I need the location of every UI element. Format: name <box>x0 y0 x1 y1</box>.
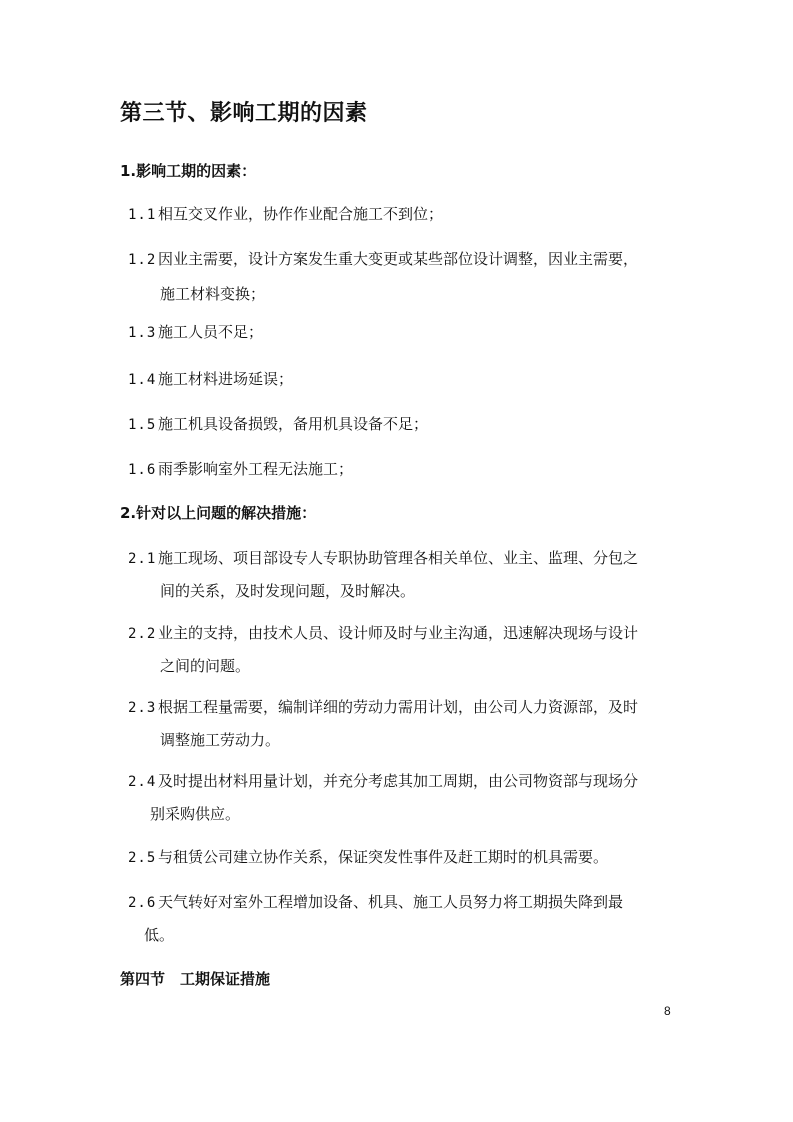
list-item <box>128 200 673 229</box>
part2-heading: 2.针对以上问题的解决措施： <box>120 504 317 522</box>
list-item <box>128 410 673 439</box>
item-text-continuation: 调整施工劳动力。 <box>160 731 281 749</box>
list-item <box>128 365 673 394</box>
item-number: 2.5 <box>128 850 157 866</box>
list-item <box>128 544 673 605</box>
list-item <box>128 619 673 680</box>
item-text-continuation: 施工材料变换； <box>160 285 266 303</box>
part1-heading: 1.影响工期的因素： <box>120 162 257 180</box>
item-text: 根据工程量需要，编制详细的劳动力需用计划，由公司人力资源部，及时 <box>158 698 639 716</box>
section-title: 第三节、影响工期的因素 <box>120 101 368 126</box>
list-item <box>128 245 673 308</box>
list-item <box>128 888 673 949</box>
item-text-continuation: 间的关系，及时发现问题，及时解决。 <box>160 582 416 600</box>
item-number: 1.1 <box>128 207 157 223</box>
item-number: 1.2 <box>128 252 157 268</box>
item-text: 业主的支持，由技术人员、设计师及时与业主沟通，迅速解决现场与设计 <box>158 624 639 642</box>
list-item <box>128 455 673 484</box>
list-item <box>128 843 673 872</box>
item-text: 天气转好对室外工程增加设备、机具、施工人员努力将工期损失降到最 <box>158 893 624 911</box>
item-text: 施工材料进场延误； <box>158 370 294 388</box>
item-text-continuation: 低。 <box>144 926 175 944</box>
item-number: 1.5 <box>128 417 157 433</box>
item-text: 与租赁公司建立协作关系，保证突发性事件及赶工期时的机具需要。 <box>158 848 609 866</box>
item-number: 2.2 <box>128 626 157 642</box>
item-number: 2.1 <box>128 551 157 567</box>
item-text: 施工人员不足； <box>158 323 264 341</box>
item-number: 2.6 <box>128 895 157 911</box>
list-item <box>128 693 673 754</box>
item-text: 雨季影响室外工程无法施工； <box>158 460 354 478</box>
item-number: 1.4 <box>128 372 157 388</box>
item-text: 因业主需要，设计方案发生重大变更或某些部位设计调整，因业主需要， <box>158 250 639 268</box>
list-item <box>128 767 673 828</box>
item-text-continuation: 别采购供应。 <box>150 805 241 823</box>
item-text: 相互交叉作业，协作作业配合施工不到位； <box>158 205 444 223</box>
item-text: 施工机具设备损毁，备用机具设备不足； <box>158 415 429 433</box>
page-number: 8 <box>664 1004 671 1018</box>
item-text-continuation: 之间的问题。 <box>160 657 251 675</box>
item-text: 施工现场、项目部设专人专职协助管理各相关单位、业主、监理、分包之 <box>158 549 639 567</box>
item-number: 1.6 <box>128 462 157 478</box>
list-item <box>128 318 673 347</box>
next-section-title: 第四节 工期保证措施 <box>120 970 271 988</box>
item-number: 2.3 <box>128 700 157 716</box>
item-number: 1.3 <box>128 325 157 341</box>
item-text: 及时提出材料用量计划，并充分考虑其加工周期，由公司物资部与现场分 <box>158 772 639 790</box>
item-number: 2.4 <box>128 774 157 790</box>
